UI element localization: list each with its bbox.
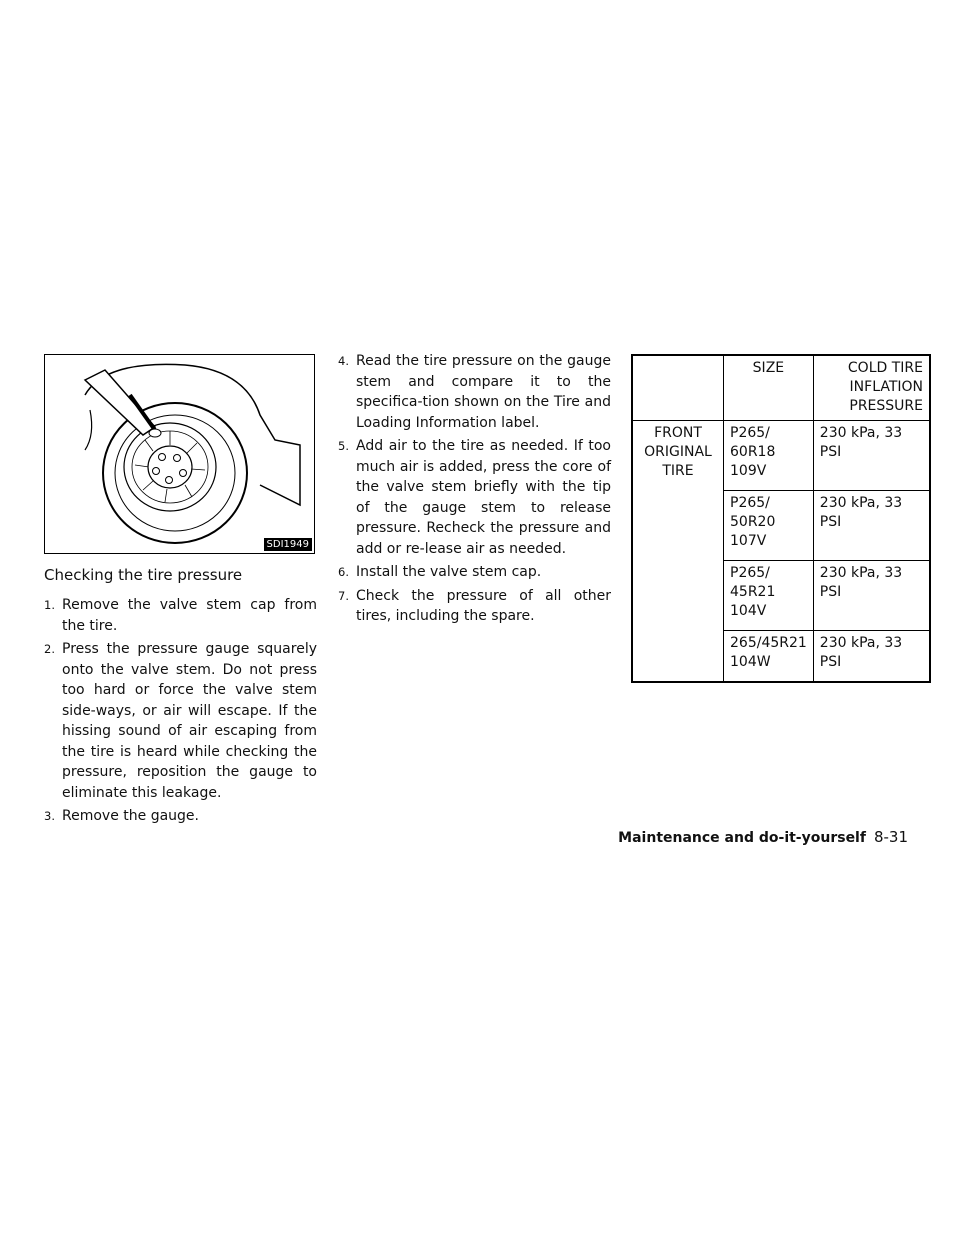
tire-size-cell: P265/ 50R20 107V (724, 491, 814, 561)
steps-column-1 (44, 595, 317, 830)
list-item (338, 436, 611, 559)
section-heading: Checking the tire pressure (44, 566, 243, 584)
step-number: 4. (338, 354, 349, 368)
tire-size-cell: P265/ 60R18 109V (724, 421, 814, 491)
step-text: Install the valve stem cap. (356, 564, 542, 580)
pressure-cell: 230 kPa, 33 PSI (813, 631, 930, 683)
table-header-row (632, 355, 930, 421)
tire-pressure-table (631, 354, 931, 683)
tire-gauge-illustration (44, 354, 315, 554)
pressure-cell: 230 kPa, 33 PSI (813, 421, 930, 491)
step-number: 5. (338, 439, 349, 453)
step-text: Read the tire pressure on the gauge stem and compare it to the specifica-tion shown on the Tire and Loading Information label. (356, 353, 611, 431)
figure-id-label: SDI1949 (264, 538, 312, 551)
steps-column-2 (338, 351, 611, 630)
header-blank-cell (632, 355, 724, 421)
header-size: SIZE (724, 355, 814, 421)
step-text: Remove the gauge. (62, 808, 199, 824)
tire-size-cell: P265/ 45R21 104V (724, 561, 814, 631)
step-number: 7. (338, 588, 349, 603)
list-item (338, 586, 611, 627)
pressure-cell: 230 kPa, 33 PSI (813, 561, 930, 631)
step-text: Add air to the tire as needed. If too much air is added, press the core of the valve stem briefly with the tip of the gauge stem to release pressure. Recheck the pressure and add or re-lease air as needed. (356, 438, 611, 557)
step-text: Check the pressure of all other tires, including the spare. (356, 587, 611, 624)
list-item (338, 562, 611, 583)
step-number: 1. (44, 598, 55, 612)
step-number: 3. (44, 809, 55, 823)
table-row (632, 421, 930, 491)
step-number: 6. (338, 565, 349, 579)
footer-section-title: Maintenance and do-it-yourself (618, 830, 866, 846)
step-text: Press the pressure gauge squarely onto the valve stem. Do not press too hard or force the valve stem side-ways, or air will escape. If the hissing sound of air escaping from the tire is heard while checking the pressure, reposition the gauge to eliminate this leakage. (62, 641, 317, 801)
list-item (44, 639, 317, 803)
page-footer (618, 828, 908, 846)
step-number: 2. (44, 642, 55, 656)
page-number: 8-31 (873, 828, 908, 846)
list-item (44, 806, 317, 827)
tire-size-cell: 265/45R21 104W (724, 631, 814, 683)
list-item (44, 595, 317, 636)
header-pressure: COLD TIRE INFLATION PRESSURE (813, 355, 930, 421)
step-text: Remove the valve stem cap from the tire. (62, 597, 317, 634)
row-label-front-original-tire: FRONT ORIGINAL TIRE (632, 421, 724, 683)
pressure-cell: 230 kPa, 33 PSI (813, 491, 930, 561)
tire-illustration-drawing (45, 355, 314, 553)
list-item (338, 351, 611, 433)
